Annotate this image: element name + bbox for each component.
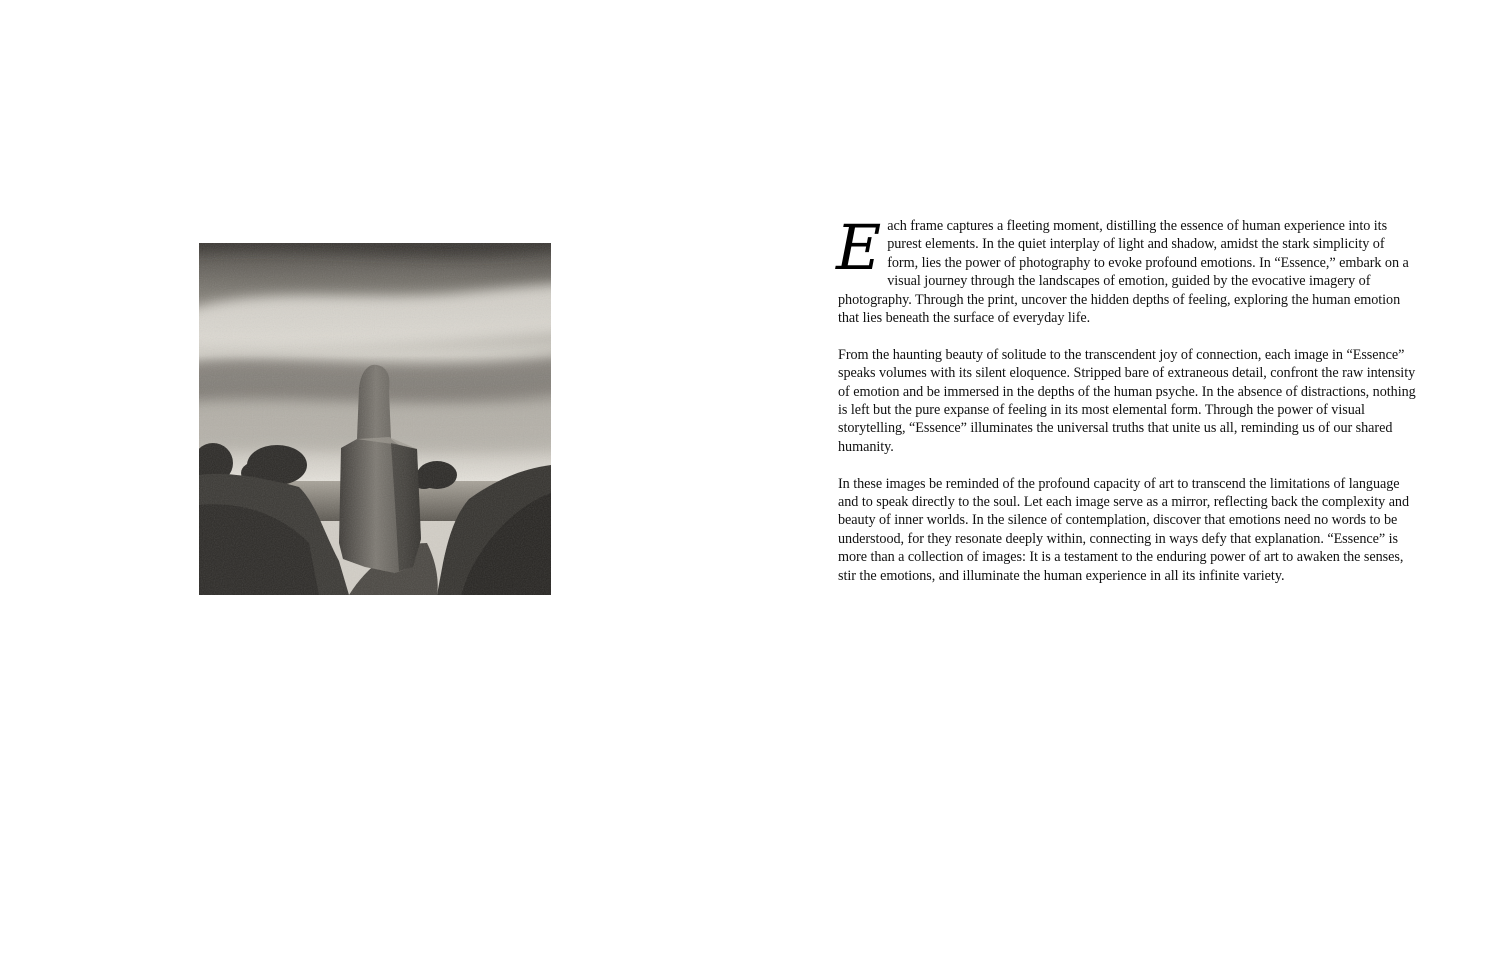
essay-text [836, 211, 1416, 603]
essay-paragraph-1 [836, 211, 1416, 327]
drop-cap: E [836, 211, 882, 284]
essay-paragraph-3: In these images be reminded of the profound capacity of art to transcend the limitations of language and to speak directly to the soul. Let each image serve as a mirror, reflecting back the complexity and beauty of inner worlds. In the silence of contemplation, discover that emotions need no words to be understood, for they resonate deeply within, connecting in ways defy that explanation. “Essence” is more than a collection of images: It is a testament to the enduring power of art to awaken the senses, stir the emotions, and illuminate the human experience in all its infinite variety. [838, 475, 1410, 584]
paragraph-text: ach frame captures a fleeting moment, distilling the essence of human experience into its purest elements. In the quiet interplay of light and shadow, amidst the stark simplicity of form, lies the power of photography to evoke profound emotions. In “Essence,” embark on a visual journey through the landscapes of emotion, guided by the evocative imagery of photography. Through the print, uncover the hidden depths of feeling, exploring the human emotion that lies beneath the surface of everyday life. [838, 218, 1409, 327]
standing-stone-photograph [199, 243, 551, 595]
photograph-image [199, 243, 551, 595]
essay-paragraph-2: From the haunting beauty of solitude to the transcendent joy of connection, each image in “Essence” speaks volumes with its silent eloquence. Stripped bare of extraneous detail, confront the raw intensity of emotion and be immersed in the depths of the human psyche. In the absence of distractions, nothing is left but the pure expanse of feeling in its most elemental form. Through the power of visual storytelling, “Essence” illuminates the universal truths that unite us all, reminding us of our shared humanity. [838, 346, 1416, 455]
